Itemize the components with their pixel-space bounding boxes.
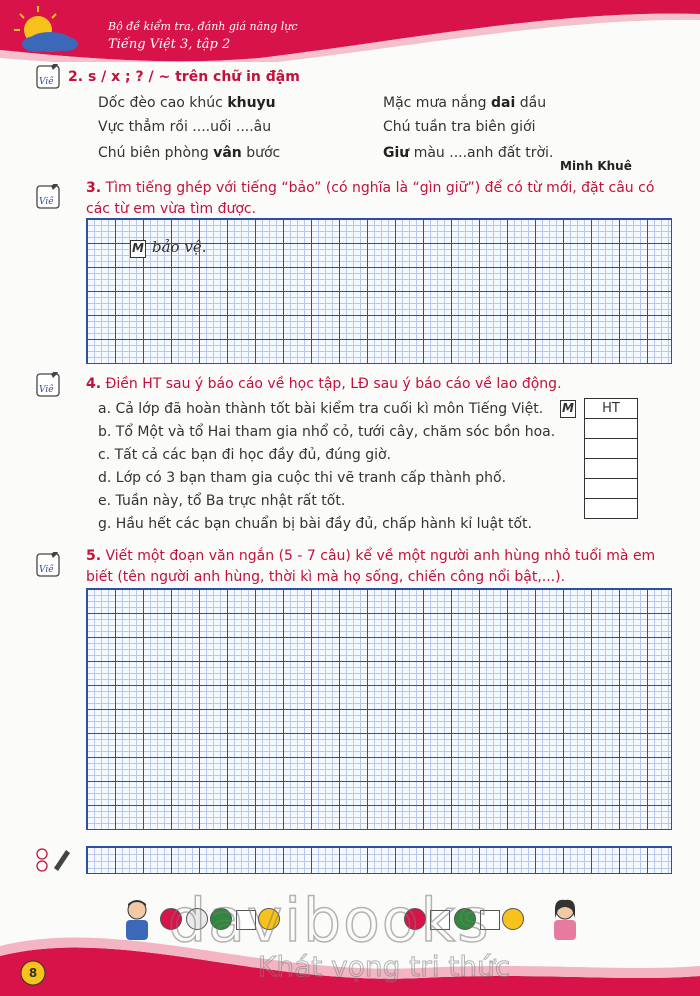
- student-boy-icon: [118, 898, 156, 942]
- q4-answer-cell: HT: [585, 399, 638, 419]
- q2-left-line-3: Chú biên phòng vân bước: [98, 145, 281, 161]
- q4-answer-cell[interactable]: [585, 459, 638, 479]
- q4-item: d. Lớp có 3 bạn tham gia cuộc thi vẽ tranh cấp thành phố.: [98, 470, 507, 486]
- q4-answer-cell[interactable]: [585, 499, 638, 519]
- q4-item: c. Tất cả các bạn đi học đầy đủ, đúng giờ.: [98, 447, 392, 463]
- q2-instruction: s / x ; ? / ~ trên chữ in đậm: [87, 69, 300, 85]
- q3-model-mark: M: [130, 240, 146, 258]
- page-number: 8: [28, 966, 38, 980]
- q2-left-line-2: Vực thẳm rồi ....uối ....âu: [98, 119, 272, 135]
- q3-sample-answer: bảo vệ.: [152, 238, 207, 256]
- q4-item: g. Hầu hết các bạn chuẩn bị bài đầy đủ, chấp hành kỉ luật tốt.: [98, 516, 532, 532]
- q2-right-line-1: Mặc mưa nắng dai dầu: [383, 95, 547, 111]
- q4-question: [86, 374, 562, 395]
- q4-answer-cell[interactable]: [585, 479, 638, 499]
- q4-text: Điền HT sau ý báo cáo về học tập, LĐ sau ý báo cáo về lao động.: [105, 376, 562, 392]
- svg-text:Viê: Viê: [39, 197, 54, 207]
- svg-text:Viê: Viê: [39, 385, 54, 395]
- header-banner: [0, 0, 700, 62]
- book-series-subtitle: Bộ đề kiểm tra, đánh giá năng lực: [108, 20, 298, 33]
- svg-text:Viê: Viê: [39, 565, 54, 575]
- q3-number: 3.: [86, 180, 102, 196]
- student-girl-icon: [546, 898, 584, 942]
- publisher-watermark: davibooks: [168, 886, 491, 956]
- q4-item: e. Tuần này, tổ Ba trực nhật rất tốt.: [98, 493, 346, 509]
- q4-item: a. Cả lớp đã hoàn thành tốt bài kiểm tra cuối kì môn Tiếng Việt.: [98, 401, 544, 417]
- q2-left-line-1: Dốc đèo cao khúc khuyu: [98, 95, 276, 111]
- q2-heading: [68, 69, 300, 85]
- publisher-slogan: Khát vọng tri thức: [258, 950, 511, 983]
- q4-answer-cell[interactable]: [585, 419, 638, 439]
- pencil-vie-icon: [36, 64, 60, 90]
- self-check-grid[interactable]: [86, 846, 672, 874]
- face-icon: [502, 908, 524, 930]
- q5-number: 5.: [86, 548, 102, 564]
- q5-question: [86, 546, 676, 588]
- q3-question: [86, 178, 676, 220]
- q4-model-mark: M: [560, 400, 576, 418]
- q3-text: Tìm tiếng ghép với tiếng “bảo” (có nghĩa là “gìn giữ”) để có từ mới, đặt câu có các từ em vừa tìm được.: [86, 180, 655, 217]
- book-title: Tiếng Việt 3, tập 2: [108, 37, 231, 52]
- self-check-icon: [34, 846, 74, 872]
- q4-number: 4.: [86, 376, 102, 392]
- q5-text: Viết một đoạn văn ngắn (5 - 7 câu) kể về một người anh hùng nhỏ tuổi mà em biết (tên người anh hùng, thời kì mà họ sống, chiến công nổi bật,...).: [86, 548, 656, 585]
- pencil-vie-icon: [36, 552, 60, 578]
- pencil-vie-icon: [36, 184, 60, 210]
- q2-right-line-3: Giư màu ....anh đất trời.: [383, 145, 554, 161]
- poem-author: Minh Khuê: [560, 159, 632, 173]
- q4-answer-table: [584, 398, 638, 519]
- q4-item: b. Tổ Một và tổ Hai tham gia nhổ cỏ, tưới cây, chăm sóc bồn hoa.: [98, 424, 556, 440]
- q2-number: 2.: [68, 69, 84, 85]
- q5-writing-grid[interactable]: [86, 588, 672, 830]
- svg-text:Viê: Viê: [39, 77, 54, 87]
- q4-answer-cell[interactable]: [585, 439, 638, 459]
- pencil-vie-icon: [36, 372, 60, 398]
- q2-right-line-2: Chú tuần tra biên giới: [383, 119, 536, 135]
